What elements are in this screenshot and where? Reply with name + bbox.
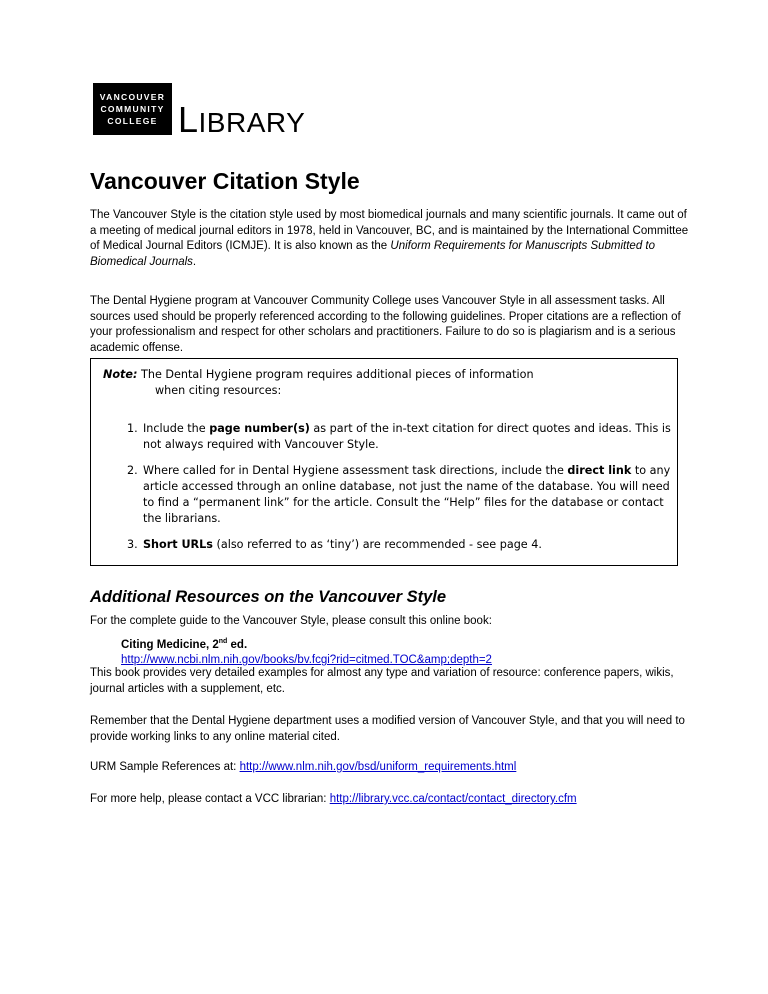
resources-intro: For the complete guide to the Vancouver Style, please consult this online book: [90, 615, 492, 627]
note-item-text [127, 463, 672, 527]
resources-details: This book provides very detailed examples for almost any type and variation of resource: conference papers, wikis, journal articles with a supplement, etc. [90, 667, 674, 695]
urm-references [90, 760, 710, 776]
logo-line-3: COLLEGE [107, 116, 158, 126]
intro-text-end: . [192, 255, 197, 268]
book-title-text: Citing Medicine, 2 [121, 638, 219, 651]
note-item-text-after: as part of the in-text citation for direct quotes and ideas. This is not always required with Vancouver Style. [143, 422, 671, 451]
note-item [127, 537, 672, 553]
intro-italic-title: Uniform Requirements for Manuscripts Submitted to Biomedical Journals [90, 240, 656, 268]
page-title: Vancouver Citation Style [90, 168, 360, 194]
note-lead-rest: when citing resources: [155, 384, 282, 397]
note-item [127, 421, 672, 453]
note-lead-first: The Dental Hygiene program requires additional pieces of information [141, 368, 534, 381]
urm-label: URM Sample References at: [90, 761, 240, 773]
resources-heading: Additional Resources on the Vancouver Style [90, 588, 447, 606]
book-title-end: ed. [227, 638, 248, 651]
note-item-text [127, 537, 672, 553]
resources-reminder: Remember that the Dental Hygiene department uses a modified version of Vancouver Style, and that you will need to provide working links to any online material cited. [90, 715, 685, 743]
book-link[interactable]: http://www.ncbi.nlm.nih.gov/books/bv.fcgi?rid=citmed.TOC&amp;depth=2 [121, 654, 492, 667]
logo-line-1: VANCOUVER [99, 92, 166, 102]
note-item-number: 1. [127, 422, 138, 435]
note-lead [103, 367, 663, 399]
wordmark-initial: L [178, 99, 199, 140]
note-item-text-after: (also referred to as ‘tiny’) are recommended - see page 4. [212, 538, 542, 551]
book-title [121, 634, 492, 653]
note-item-number: 3. [127, 538, 138, 551]
college-logo-block [93, 83, 172, 135]
help-contact [90, 792, 730, 808]
wordmark-rest: IBRARY [198, 107, 306, 138]
intro-paragraph-2: The Dental Hygiene program at Vancouver Community College uses Vancouver Style in all assessment tasks. All sources used should be properly referenced according to the following guidelines. Proper citations are a reflection of your professionalism and respect for other scholars and practitioners. Failure to do so is plagiarism and is a serious academic offense. [90, 295, 681, 354]
note-box [90, 358, 678, 566]
help-label: For more help, please contact a VCC librarian: [90, 793, 330, 805]
book-reference [121, 634, 492, 669]
note-label: Note: [103, 368, 138, 381]
note-item-bold: page number(s) [209, 422, 310, 435]
librarian-contact-link[interactable]: http://library.vcc.ca/contact/contact_directory.cfm [329, 793, 577, 805]
note-item-text [127, 421, 672, 453]
note-item [127, 463, 672, 527]
note-item-text-before: Where called for in Dental Hygiene assessment task directions, include the [143, 464, 568, 477]
note-item-number: 2. [127, 464, 138, 477]
note-item-text-before: Include the [143, 422, 210, 435]
urm-link[interactable]: http://www.nlm.nih.gov/bsd/uniform_requirements.html [239, 761, 517, 773]
logo-line-2: COMMUNITY [100, 104, 165, 114]
intro-text: The Vancouver Style is the citation style used by most biomedical journals and many scientific journals. It came out of a meeting of medical journal editors in 1978, held in Vancouver, BC, and is maintained by the International Committee of Medical Journal Editors (ICMJE). It is also known as the [90, 209, 689, 252]
intro-paragraph-1 [90, 208, 690, 270]
note-item-bold: Short URLs [143, 538, 213, 551]
note-item-bold: direct link [567, 464, 632, 477]
library-wordmark [178, 99, 305, 141]
book-title-sup: nd [218, 638, 228, 645]
note-item-text-after: to any article accessed through an online database, not just the name of the database. You will need to find a “permanent link” for the article. Consult the “Help” files for the database or contact the librarians. [143, 464, 671, 525]
